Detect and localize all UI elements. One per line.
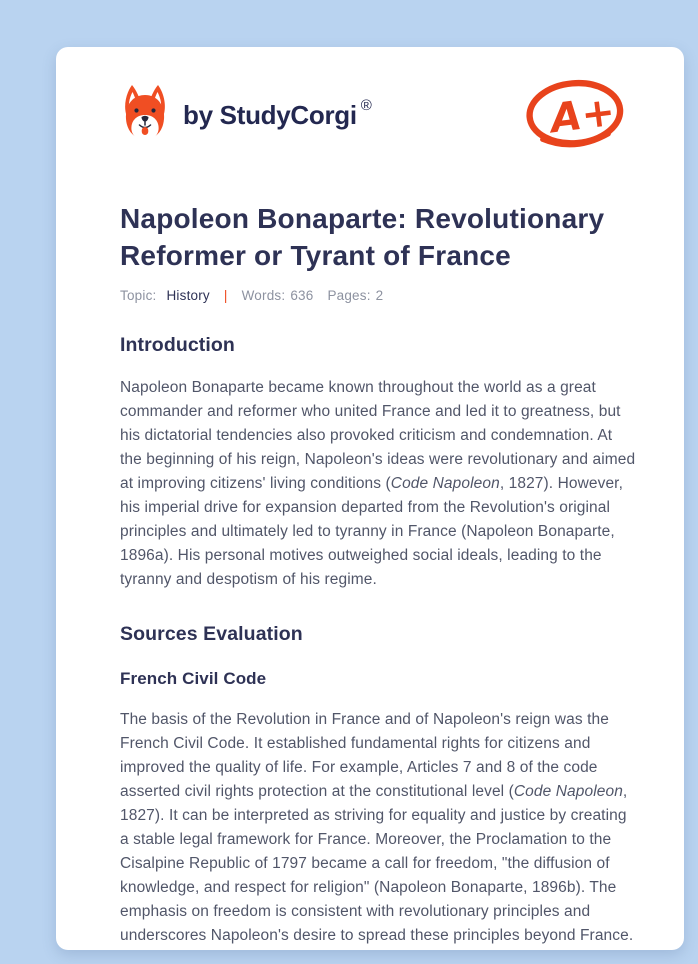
document-card bbox=[56, 47, 684, 950]
header bbox=[120, 76, 636, 154]
sources-evaluation-heading: Sources Evaluation bbox=[120, 623, 303, 646]
meta-row bbox=[120, 288, 636, 303]
words-label: Words: bbox=[241, 288, 286, 304]
pages-label: Pages: bbox=[327, 288, 371, 304]
words-count bbox=[242, 288, 314, 303]
meta-separator: | bbox=[223, 288, 228, 304]
page-title: Napoleon Bonaparte: Revolutionary Reformer or Tyrant of France bbox=[120, 203, 605, 272]
topic-label: Topic: bbox=[120, 288, 157, 304]
topic-link[interactable]: History bbox=[166, 288, 210, 304]
introduction-heading: Introduction bbox=[120, 334, 235, 357]
french-civil-code-paragraph: The basis of the Revolution in France and of Napoleon's reign was the French Civil Code. It established fundamental rights for citizens and improved the quality of life. For example, Articles 7 and 8 of the code asserted civil rights protection at the constitutional level (Code Napoleon, 1827). It can be interpreted as striving for equality and justice by creating a stable legal framework for France. Moreover, the Proclamation to the Cisalpine Republic of 1797 became a call for freedom, "the diffusion of knowledge, and respect for religion" (Napoleon Bonaparte, 1896b). The emphasis on freedom is consistent with revolutionary principles and underscores Napoleon's desire to spread these principles beyond France. bbox=[120, 711, 634, 945]
grade-badge-label: A+ bbox=[548, 88, 618, 143]
pages-count bbox=[327, 288, 383, 303]
words-value: 636 bbox=[290, 288, 314, 304]
brand-text: by StudyCorgi bbox=[183, 99, 357, 130]
a-plus-grade-icon bbox=[522, 76, 628, 154]
registered-trademark: ® bbox=[360, 96, 372, 114]
pages-value: 2 bbox=[375, 288, 384, 304]
introduction-paragraph: Napoleon Bonaparte became known throughout the world as a great commander and reformer who united France and led it to greatness, but his dictatorial tendencies also provoked criticism and condemnation. At the beginning of his reign, Napoleon's ideas were revolutionary and aimed at improving citizens' living conditions (Code Napoleon, 1827). However, his imperial drive for expansion departed from the Revolution's original principles and ultimately led to tyranny in France (Napoleon Bonaparte, 1896a). His personal motives outweighed social ideals, leading to the tyranny and despotism of his regime. bbox=[120, 379, 636, 589]
studycorgi-logo bbox=[120, 84, 372, 146]
a-plus-grade-badge bbox=[522, 76, 628, 154]
corgi-mascot-icon bbox=[120, 84, 170, 146]
french-civil-code-heading: French Civil Code bbox=[120, 669, 267, 689]
